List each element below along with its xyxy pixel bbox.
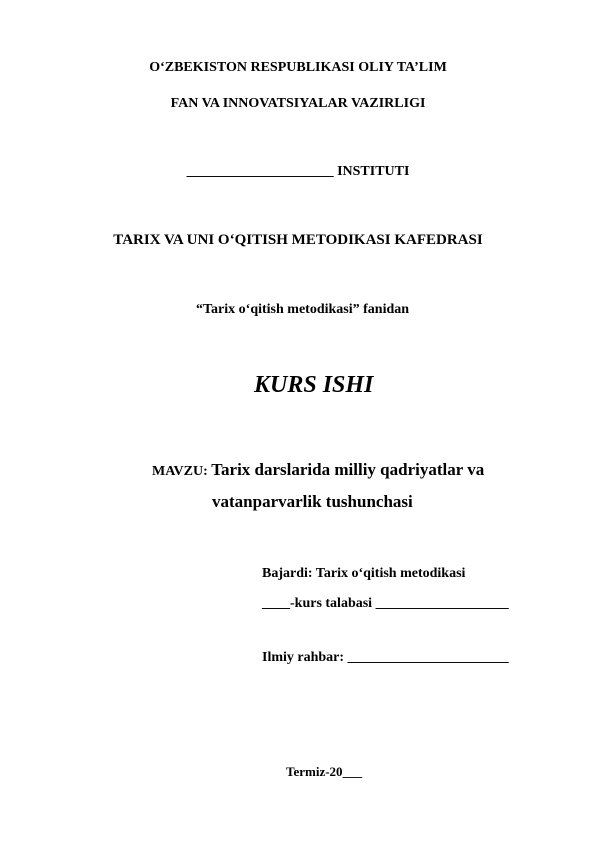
subject-line: “Tarix o‘qitish metodikasi” fanidan bbox=[196, 302, 410, 317]
city-year-text: Termiz-20 bbox=[286, 764, 343, 779]
course-number-blank: ____ bbox=[262, 596, 290, 611]
student-name-blank: ___________________ bbox=[375, 596, 509, 611]
done-by-line: Bajardi: Tarix o‘qitish metodikasi bbox=[262, 566, 466, 581]
topic-label: MAVZU: bbox=[152, 464, 212, 479]
department-name: TARIX VA UNI O‘QITISH METODIKASI KAFEDRASI bbox=[113, 232, 483, 248]
topic-line-1 bbox=[152, 460, 484, 480]
footer-city-year bbox=[286, 764, 362, 780]
supervisor-name-blank: _______________________ bbox=[347, 650, 509, 665]
institute-line bbox=[0, 164, 596, 180]
institute-name-blank: _____________________ bbox=[186, 164, 334, 179]
supervisor-label: Ilmiy rahbar: bbox=[262, 650, 348, 665]
institute-label: INSTITUTI bbox=[333, 164, 410, 179]
topic-text-1: Tarix darslarida milliy qadriyatlar va bbox=[211, 460, 485, 479]
supervisor-line bbox=[262, 650, 509, 666]
course-student-line bbox=[262, 596, 509, 612]
ministry-line-2: FAN VA INNOVATSIYALAR VAZIRLIGI bbox=[170, 96, 426, 111]
ministry-line-1: O‘ZBEKISTON RESPUBLIKASI OLIY TA’LIM bbox=[149, 60, 447, 75]
course-student-label: -kurs talabasi bbox=[290, 596, 376, 611]
document-title: KURS ISHI bbox=[254, 372, 374, 398]
topic-line-2: vatanparvarlik tushunchasi bbox=[212, 492, 413, 511]
year-blank: ___ bbox=[342, 764, 363, 779]
